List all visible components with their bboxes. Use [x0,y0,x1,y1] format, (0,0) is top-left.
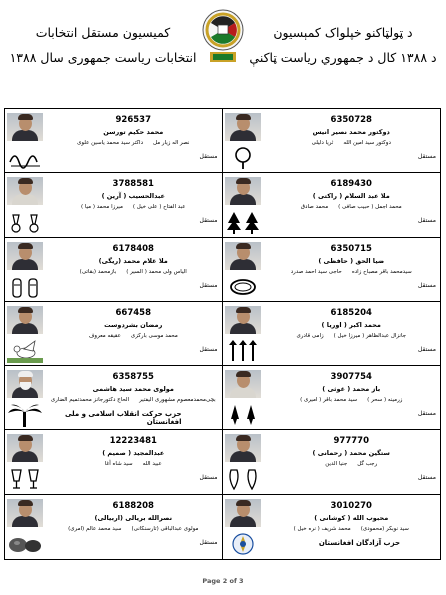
header-dari [8,20,198,70]
candidate-affiliation: مستقل [199,217,218,225]
vice-presidents [49,397,218,403]
ring-symbol [225,275,261,299]
vice-presidents [267,140,437,146]
spring-symbol [7,146,43,170]
glasses-symbol [7,467,43,491]
vice-presidents [49,333,218,339]
vice-presidents [267,333,437,339]
first-vice-president: دوکتور سید امین الله [343,140,391,146]
candidate-grid [4,108,441,560]
candidate-photo [225,306,261,334]
candidate-card [5,109,223,173]
vice-presidents [267,269,437,275]
first-vice-president: سید نوبکر (محمودی) [360,525,409,532]
candidate-card [5,238,223,302]
party-emblem-symbol [225,532,261,556]
candidate-affiliation: مستقل [418,474,436,482]
candidate-name: محمد حکیم تورسن [103,128,164,136]
candidate-affiliation: مستقل [418,345,436,353]
candidate-number: 3788581 [112,179,154,190]
candidate-card [5,302,223,366]
first-vice-president: سیدمحمد باقر مصباح زاده [351,268,412,275]
candidate-name: عبدالحسیب ( آرین ) [101,192,165,201]
candidate-photo [225,177,261,205]
candidate-card [5,366,223,430]
first-vice-president: رجب گل [357,461,378,468]
candidate-number: 6188208 [112,500,154,511]
palm-symbol [7,403,43,427]
dove-symbol [7,339,43,363]
candidate-photo [7,177,43,205]
vice-presidents [267,397,437,403]
candidate-affiliation: مستقل [199,474,218,482]
candidate-party: حزب آزادگان افغانستان [318,538,400,547]
bottles-symbol [7,275,43,299]
candidate-card [223,109,441,173]
arrows-symbol [225,339,261,363]
second-vice-president: زامی قادری [296,332,324,339]
candidate-number: 926537 [115,115,151,125]
candidate-photo [225,499,261,527]
candidate-photo [225,370,261,398]
header-dari-line1: کمیسیون مستقل انتخابات [35,25,171,40]
candidate-number: 6350715 [330,243,372,254]
second-vice-president: محمد شریف ( نره خیل ) [293,525,351,532]
first-vice-president: جانزال عبدالظاهر ( میرزا خیل ) [333,332,407,339]
candidate-name: باز محمد ( غوثی ) [322,385,381,394]
second-vice-president: حاجی سید احمد صدرد [290,268,342,275]
first-vice-president: محمد اجمل ( حبیب صافی ) [338,204,402,211]
second-vice-president: ثریا دلیلی [311,140,334,146]
knives-symbol [225,403,261,427]
candidate-photo [7,434,43,462]
lamp-symbol [7,210,43,234]
header-pashto [248,20,438,70]
stones-symbol [7,532,43,556]
candidate-party: حزب حرکت انقلاب اسلامی و ملی افغانستان [64,410,182,427]
candidate-photo [7,242,43,270]
election-commission-logo [200,8,246,66]
candidate-card [223,238,441,302]
candidate-photo [7,499,43,527]
candidate-name: دوکتور محمد نصیر انیس [312,128,390,136]
candidate-name: محبوب الله ( کوشانی ) [314,513,389,522]
trees-symbol [225,210,261,234]
candidate-number: 6358755 [112,372,154,383]
second-vice-president: جنیا الدین [325,461,348,468]
candidate-affiliation: مستقل [199,153,218,160]
header-pashto-line1: د ټولټاکنو خپلواک کمېسیون [273,25,413,40]
candidate-name: عبدالمجید ( صمیم ) [102,449,165,458]
candidate-name: ضیا الحق ( حافظی ) [318,256,385,265]
first-vice-president: زرمینه ( سحر ) [367,397,403,404]
first-vice-president: عبید الله [142,461,162,468]
first-vice-president: محمد موسی بارکزی [130,332,178,339]
candidate-number: 6185204 [330,307,372,318]
second-vice-president: الحاج دکتورجانز محمدتمیم الضاری [50,397,130,404]
vases-symbol [225,467,261,491]
candidate-photo [7,306,43,334]
first-vice-president: الیاس ولی محمد ( السیر ) [126,268,187,275]
candidate-photo [7,370,43,398]
candidate-affiliation: مستقل [199,281,218,289]
candidate-photo [7,113,43,141]
candidate-affiliation: مستقل [199,538,218,546]
first-vice-president: بچی‌محمدمعصوم مشهوری الیفتیر [139,397,216,404]
second-vice-president: بازمحمد (بقاتی) [79,268,117,275]
candidate-number: 3010270 [330,500,372,511]
candidate-affiliation: مستقل [418,410,436,418]
header-dari-line2: انتخابات ریاست جمهوری سال ۱۳۸۸ [9,50,197,65]
vice-presidents [267,204,437,210]
first-vice-president: مولوی عبدالباقی (تارسنکانی) [131,525,199,532]
candidate-number: 3907754 [330,372,372,383]
candidate-card [5,495,223,559]
candidate-photo [225,434,261,462]
candidate-name: نصرالله بریالی (اربیالی) [94,513,173,522]
candidate-affiliation: مستقل [199,345,218,353]
second-vice-president: محمد صادق [300,204,329,211]
candidate-affiliation: مستقل [418,217,436,225]
candidate-card [5,173,223,237]
candidate-photo [225,242,261,270]
candidate-card [223,366,441,430]
vice-presidents [49,461,218,467]
vice-presidents [49,526,218,532]
mirror-symbol [225,146,261,170]
candidate-name: مولوی محمد سید هاشمی [92,385,174,394]
candidate-number: 667458 [115,307,151,318]
ballot-header [0,0,446,105]
second-vice-president: داکتر سید محمد یاسین علوی [77,140,144,146]
candidate-card [5,430,223,494]
candidate-name: ملا غلام محمد (ریگی) [98,256,168,265]
candidate-card [223,302,441,366]
vice-presidents [49,269,218,275]
second-vice-president: سید شاه آغا [104,461,133,468]
candidate-name: محمد اکبر ( اوریا ) [321,320,381,329]
candidate-number: 977770 [333,436,369,447]
candidate-card [223,430,441,494]
vice-presidents [49,140,218,146]
first-vice-president: نصر اله زیار مل [153,140,190,146]
candidate-number: 6189430 [330,179,372,190]
header-pashto-line2: د ۱۳۸۸ کال د جمهوري رياست ټاکنې [249,50,437,65]
candidate-card [223,495,441,559]
candidate-card [223,173,441,237]
candidate-name: ملا عبد السلام ( راکتی ) [312,192,390,201]
second-vice-president: سید محمد باقر ( امیری ) [300,397,358,404]
second-vice-president: عقیقه معروف [88,332,121,339]
candidate-number: 6350728 [330,115,372,125]
candidate-affiliation: مستقل [418,153,436,160]
candidate-number: 6178408 [112,243,154,254]
candidate-name: رمضان بشردوست [104,320,163,329]
page-footer: Page 2 of 3 [202,577,244,585]
first-vice-president: عبد الفتاح ( علی خیل ) [132,204,186,211]
vice-presidents [49,204,218,210]
candidate-name: ستگین محمد ( رحمانی ) [312,449,390,458]
second-vice-president: سید محمد عالم (امری) [68,525,122,532]
vice-presidents [267,461,437,467]
candidate-number: 12223481 [109,436,157,447]
vice-presidents [267,526,437,532]
candidate-photo [225,113,261,141]
second-vice-president: میرزا محمد ( میا ) [80,204,123,211]
candidate-affiliation: مستقل [418,281,436,289]
